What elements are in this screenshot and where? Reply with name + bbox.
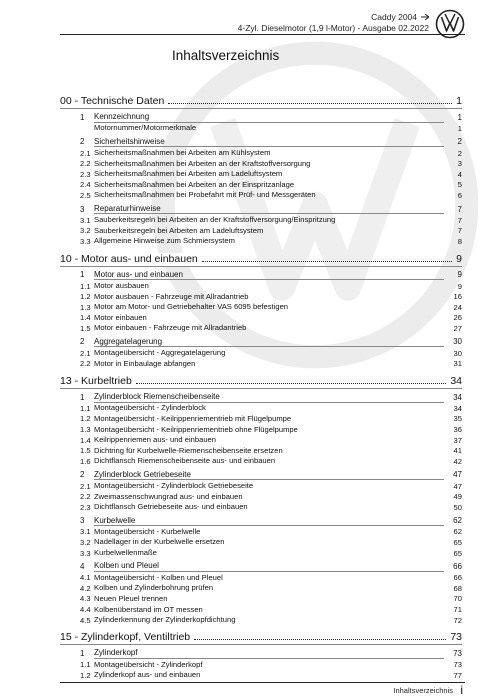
entry-page: 50 [453,502,462,512]
toc-entry[interactable] [60,594,462,605]
header-model-text: Caddy 2004 [371,12,417,22]
section-page: 9 [457,270,462,280]
toc-entry[interactable] [60,670,462,681]
entry-number: 4.5 [80,615,91,625]
section-page: 73 [453,649,462,659]
toc-entry[interactable] [60,491,462,502]
section-page: 30 [453,337,462,347]
toc-entry[interactable] [60,414,462,425]
toc-section[interactable] [60,648,462,660]
toc-entry[interactable] [60,481,462,492]
section-page: 7 [457,204,462,214]
entry-page: 42 [453,456,462,466]
entry-number: 2.1 [80,148,91,158]
entry-page: 27 [453,323,462,333]
section-page: 2 [457,137,462,147]
toc-entry[interactable] [60,572,462,583]
toc-entry[interactable] [60,615,462,626]
entry-number: 4.2 [80,583,91,593]
toc-entry[interactable] [60,313,462,324]
toc-entry[interactable] [60,445,462,456]
entry-number: 3.1 [80,215,91,225]
entry-number: 2.1 [80,348,91,358]
page-title: Inhaltsverzeichnis [172,48,280,63]
entry-number: 2.4 [80,180,91,190]
entry-number: 2.3 [80,502,91,512]
entry-title: Kurbelwellenmaße [94,548,157,558]
entry-page: 70 [453,594,462,604]
toc-entry[interactable] [60,527,462,538]
section-title: Sicherheitshinweise [94,137,444,148]
dot-leader [168,103,452,104]
entry-title: Montageübersicht - Kolben und Pleuel [94,572,223,582]
section-title: Zylinderblock Riemenscheibenseite [94,392,444,403]
toc-entry[interactable] [60,225,462,236]
toc-entry[interactable] [60,403,462,414]
toc-entry[interactable] [60,281,462,292]
arrow-right-icon [421,14,429,20]
entry-title: Sauberkeitsregeln bei Arbeiten am Ladeluftsystem [94,225,264,235]
toc-entry[interactable] [60,148,462,159]
entry-number: 1.5 [80,323,91,333]
section-page: 47 [453,470,462,480]
entry-title: Montageübersicht - Keilrippenriementrieb mit Flügelpumpe [94,413,292,423]
section-page: 34 [453,392,462,402]
toc-section[interactable] [60,391,462,403]
entry-title: Dichtring für Kurbelwelle-Riemenscheibenseite ersetzen [94,445,283,455]
entry-title: Zylinderkopf aus- und einbauen [94,670,201,680]
toc-entry[interactable] [60,348,462,359]
section-number: 3 [80,204,85,214]
entry-page: 7 [457,226,462,236]
entry-title: Zweimassenschwungrad aus- und einbauen [94,491,243,501]
toc-entry[interactable] [60,123,462,134]
entry-number: 1.1 [80,660,91,670]
entry-number: 4.1 [80,573,91,583]
entry-number: 3.3 [80,548,91,558]
section-number: 1 [80,649,85,659]
entry-title: Sicherheitsmaßnahmen bei Arbeiten an der Kraftstoffversorgung [94,158,311,168]
entry-title: Zylinderkennung der Zylinderkopfdichtung [94,615,236,625]
entry-title: Kolben und Zylinderbohrung prüfen [94,583,214,593]
toc-entry[interactable] [60,604,462,615]
entry-number: 1.4 [80,313,91,323]
toc-section[interactable] [60,469,462,481]
entry-page: 71 [453,605,462,615]
entry-number: 1.3 [80,302,91,312]
section-title: Aggregatelagerung [94,337,444,348]
entry-number: 4.3 [80,594,91,604]
entry-number: 1.4 [80,435,91,445]
chapter-page: 73 [450,631,462,644]
toc-entry[interactable] [60,424,462,435]
entry-title: Montageübersicht - Zylinderblock [94,403,206,413]
entry-page: 68 [453,583,462,593]
toc-entry[interactable] [60,291,462,302]
section-title: Reparaturhinweise [94,204,444,215]
entry-title: Dichtflansch Getriebeseite aus- und einbauen [94,502,248,512]
entry-page: 66 [453,573,462,583]
toc-chapter[interactable] [60,251,462,267]
entry-page: 16 [453,292,462,302]
footer-page-number: i [460,683,463,697]
section-title: Zylinderblock Getriebeseite [94,470,444,481]
toc-section[interactable] [60,336,462,348]
entry-page: 35 [453,414,462,424]
toc-entry[interactable] [60,236,462,247]
section-page: 1 [457,112,462,122]
entry-number: 2.2 [80,159,91,169]
entry-title: Sauberkeitsregeln bei Arbeiten an der Kraftstoffversorgung/Einspritzung [94,215,336,225]
entry-page: 4 [457,169,462,179]
entry-number: 1.1 [80,403,91,413]
entry-page: 34 [453,403,462,413]
toc-entry[interactable] [60,502,462,513]
section-title: Zylinderkopf [94,648,444,659]
entry-number: 2.3 [80,169,91,179]
toc-chapter[interactable] [60,93,462,109]
entry-page: 8 [457,236,462,246]
entry-title: Montageübersicht - Keilrippenriementrieb ohne Flügelpumpe [94,424,298,434]
entry-page: 2 [457,148,462,158]
entry-title: Montageübersicht - Aggregatelagerung [94,348,226,358]
entry-page: 73 [453,660,462,670]
dot-leader [194,639,446,640]
entry-title: Motor ausbauen [94,281,149,291]
entry-page: 37 [453,435,462,445]
toc-entry[interactable] [60,190,462,201]
toc-entry[interactable] [60,435,462,446]
entry-title: Motor am Motor- und Getriebehalter VAS 6095 befestigen [94,302,289,312]
entry-page: 49 [453,492,462,502]
entry-title: Sicherheitsmaßnahmen bei Arbeiten am Ladeluftsystem [94,169,283,179]
entry-page: 77 [453,670,462,680]
entry-title: Motor in Einbaulage abfangen [94,358,196,368]
section-number: 2 [80,137,85,147]
entry-page: 3 [457,159,462,169]
chapter-title: 10 - Motor aus- und einbauen [60,253,202,266]
toc-entry[interactable] [60,180,462,191]
entry-page: 65 [453,548,462,558]
section-number: 1 [80,392,85,402]
section-number: 2 [80,470,85,480]
entry-number: 1.2 [80,292,91,302]
entry-title: Keilrippenriemen aus- und einbauen [94,435,217,445]
toc-entry[interactable] [60,323,462,334]
chapter-page: 9 [456,252,462,265]
chapter-title: 00 - Technische Daten [60,95,168,108]
toc-section[interactable] [60,112,462,124]
entry-number: 1.2 [80,414,91,424]
entry-page: 9 [457,281,462,291]
section-title: Kurbelwelle [94,516,444,527]
entry-number: 2.5 [80,190,91,200]
entry-page: 36 [453,425,462,435]
toc-section[interactable] [60,269,462,281]
entry-title: Motornummer/Motormerkmale [94,123,197,133]
chapter-page: 34 [450,374,462,387]
entry-title: Sicherheitsmaßnahmen bei Probefahrt mit Prüf- und Messgeräten [94,190,316,200]
section-number: 4 [80,562,85,572]
header-subtitle: 4-Zyl. Dieselmotor (1,9 l-Motor) - Ausgabe 02.2022 [237,23,429,33]
entry-number: 3.2 [80,537,91,547]
entry-page: 7 [457,215,462,225]
toc-entry[interactable] [60,358,462,369]
entry-title: Sicherheitsmaßnahmen bei Arbeiten am Kühlsystem [94,148,271,158]
header-rule [60,34,465,35]
entry-page: 1 [457,123,462,133]
toc-entry[interactable] [60,548,462,559]
section-title: Kennzeichnung [94,112,444,123]
section-title: Kolben und Pleuel [94,561,444,572]
entry-number: 1.3 [80,425,91,435]
entry-title: Neuen Pleuel trennen [94,593,168,603]
toc-entry[interactable] [60,158,462,169]
section-number: 1 [80,270,85,280]
entry-page: 62 [453,527,462,537]
entry-number: 3.3 [80,236,91,246]
entry-number: 2.2 [80,492,91,502]
section-number: 1 [80,112,85,122]
entry-number: 2.2 [80,359,91,369]
entry-title: Nadellager in der Kurbelwelle ersetzen [94,537,225,547]
entry-title: Motor ausbauen - Fahrzeuge mit Allradantrieb [94,291,249,301]
section-number: 2 [80,337,85,347]
entry-number: 1.5 [80,446,91,456]
toc-entry[interactable] [60,302,462,313]
entry-page: 41 [453,446,462,456]
entry-number: 1.2 [80,670,91,680]
dot-leader [136,383,447,384]
toc-entry[interactable] [60,215,462,226]
chapter-page: 1 [456,95,462,107]
chapter-title: 13 - Kurbeltrieb [60,375,136,388]
section-number: 3 [80,516,85,526]
entry-number: 1.1 [80,281,91,291]
footer-label: Inhaltsverzeichnis [393,686,453,695]
section-page: 66 [453,562,462,572]
toc-chapter[interactable] [60,629,462,645]
section-page: 62 [453,516,462,526]
entry-title: Montageübersicht - Kurbelwelle [94,526,201,536]
entry-title: Allgemeine Hinweise zum Schmiersystem [94,236,235,246]
entry-number: 1.6 [80,456,91,466]
dot-leader [202,261,452,262]
entry-title: Motor einbauen - Fahrzeuge mit Allradantrieb [94,323,247,333]
entry-title: Motor einbauen [94,312,147,322]
entry-page: 31 [453,359,462,369]
entry-number: 4.4 [80,605,91,615]
section-title: Motor aus- und einbauen [94,270,444,281]
entry-title: Montageübersicht - Zylinderblock Getriebeseite [94,481,254,491]
entry-page: 72 [453,615,462,625]
toc-chapter[interactable] [60,373,462,389]
table-of-contents [60,93,462,681]
header-model [371,12,429,22]
toc-entry[interactable] [60,169,462,180]
entry-page: 65 [453,537,462,547]
entry-page: 26 [453,313,462,323]
entry-page: 5 [457,180,462,190]
entry-number: 3.1 [80,527,91,537]
toc-entry[interactable] [60,660,462,671]
entry-page: 30 [453,348,462,358]
toc-section[interactable] [60,136,462,148]
footer-rule [60,682,465,683]
entry-title: Kolbenüberstand im OT messen [94,604,203,614]
entry-page: 24 [453,302,462,312]
entry-page: 6 [457,190,462,200]
toc-section[interactable] [60,515,462,527]
toc-entry[interactable] [60,583,462,594]
toc-entry[interactable] [60,456,462,467]
entry-page: 47 [453,481,462,491]
toc-section[interactable] [60,561,462,573]
entry-title: Montageübersicht - Zylinderkopf [94,659,203,669]
entry-title: Dichtflansch Riemenscheibenseite aus- und einbauen [94,456,276,466]
chapter-title: 15 - Zylinderkopf, Ventiltrieb [60,631,194,644]
entry-number: 3.2 [80,226,91,236]
entry-title: Sicherheitsmaßnahmen bei Arbeiten an der Einspritzanlage [94,179,295,189]
toc-entry[interactable] [60,537,462,548]
entry-number: 2.1 [80,481,91,491]
toc-section[interactable] [60,203,462,215]
